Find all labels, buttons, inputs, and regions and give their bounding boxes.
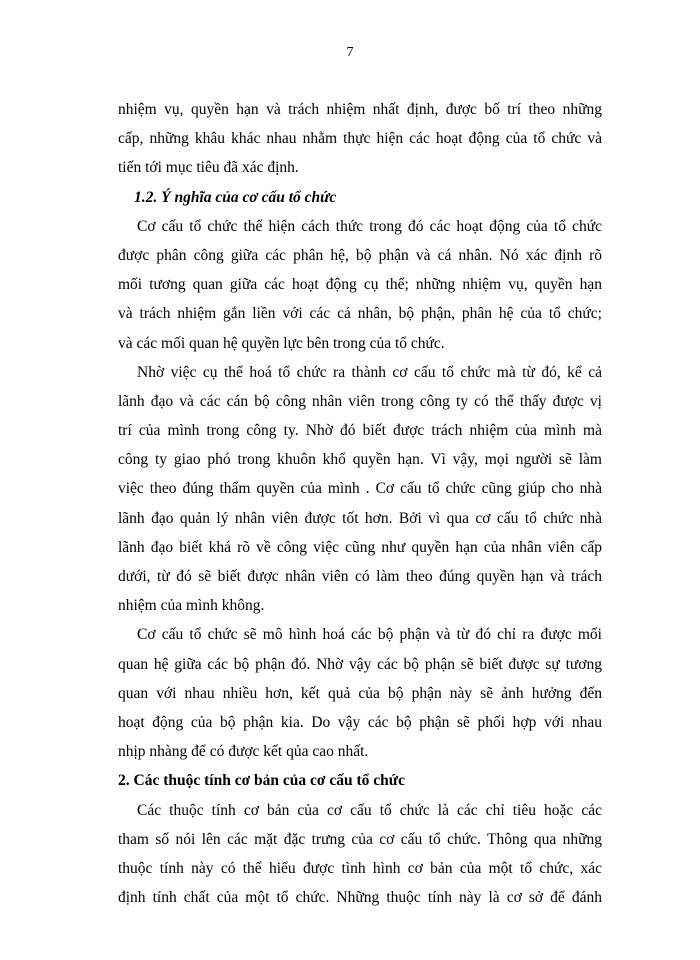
text-line: quan hệ giữa các bộ phận đó. Nhờ vậy các bộ phận sẽ biết được sự tương — [118, 655, 602, 673]
text-line: được phân công giữa các phân hệ, bộ phận và cá nhân. Nó xác định rõ — [118, 246, 602, 264]
text-line: việc theo đúng thẩm quyền của mình . Cơ cấu tổ chức cũng giúp cho nhà — [118, 480, 602, 498]
text-line: thuộc tính này có thể hiểu được tình hình cơ bản của một tổ chức, xác — [118, 859, 602, 877]
text-line: Các thuộc tính cơ bản của cơ cấu tổ chức là các chỉ tiêu hoặc các — [137, 801, 602, 819]
page-number: 7 — [346, 45, 354, 60]
text-line: nhiệm vụ, quyền hạn và trách nhiệm nhất định, được bố trí theo những — [118, 101, 602, 118]
section-heading-1-2: 1.2. Ý nghĩa của cơ cấu tổ chức — [134, 188, 337, 206]
text-line: lãnh đạo biết khá rõ về công việc cũng như quyền hạn của nhân viên cấp — [118, 538, 602, 556]
text-line: công ty giao phó trong khuôn khổ quyền hạn. Vì vậy, mọi người sẽ làm — [118, 451, 602, 469]
text-line: định tính chất của một tổ chức. Những thuộc tính này là cơ sở để đánh — [118, 889, 602, 907]
document-body — [118, 95, 602, 912]
text-line: tiến tới mục tiêu đã xác định. — [118, 159, 299, 177]
text-line: hoạt động của bộ phận kia. Do vậy các bộ phận sẽ phối hợp với nhau — [118, 713, 602, 731]
text-line: lãnh đạo và các cán bộ công nhân viên trong công ty có thể thấy được vị — [118, 392, 602, 410]
text-line: lãnh đạo quản lý nhân viên được tốt hơn. Bởi vì qua cơ cấu tổ chức nhà — [118, 509, 602, 527]
text-line: cấp, những khâu khác nhau nhằm thực hiện các hoạt động của tổ chức và — [118, 130, 602, 148]
text-line: Nhờ việc cụ thể hoá tổ chức ra thành cơ cấu tổ chức mà từ đó, kể cả — [137, 363, 602, 381]
text-line: Cơ cấu tổ chức sẽ mô hình hoá các bộ phận và từ đó chỉ ra được mối — [137, 626, 602, 644]
text-line: và các mối quan hệ quyền lực bên trong của tổ chức. — [118, 334, 445, 352]
text-line: nhiệm của mình không. — [118, 597, 265, 615]
text-line: trí của mình trong công ty. Nhờ đó biết được trách nhiệm của mình mà — [118, 422, 602, 440]
text-line: mối tương quan giữa các hoạt động cụ thể; những nhiệm vụ, quyền hạn — [118, 276, 602, 294]
text-line: dưới, từ đó sẽ biết được nhân viên có làm theo đúng quyền hạn và trách — [118, 568, 602, 585]
text-line: và trách nhiệm gắn liền với các cá nhân, bộ phận, phân hệ của tổ chức; — [118, 305, 602, 323]
section-heading-2: 2. Các thuộc tính cơ bản của cơ cấu tổ chức — [118, 772, 405, 790]
text-line: nhịp nhàng để có được kết qủa cao nhất. — [118, 743, 369, 761]
text-line: quan với nhau nhiều hơn, kết quả của bộ phận này sẽ ảnh hưởng đến — [118, 684, 602, 702]
text-line: Cơ cấu tổ chức thể hiện cách thức trong đó các hoạt động của tổ chức — [137, 217, 602, 235]
text-line: tham số nói lên các mặt đặc trưng của cơ cấu tổ chức. Thông qua những — [118, 830, 602, 848]
